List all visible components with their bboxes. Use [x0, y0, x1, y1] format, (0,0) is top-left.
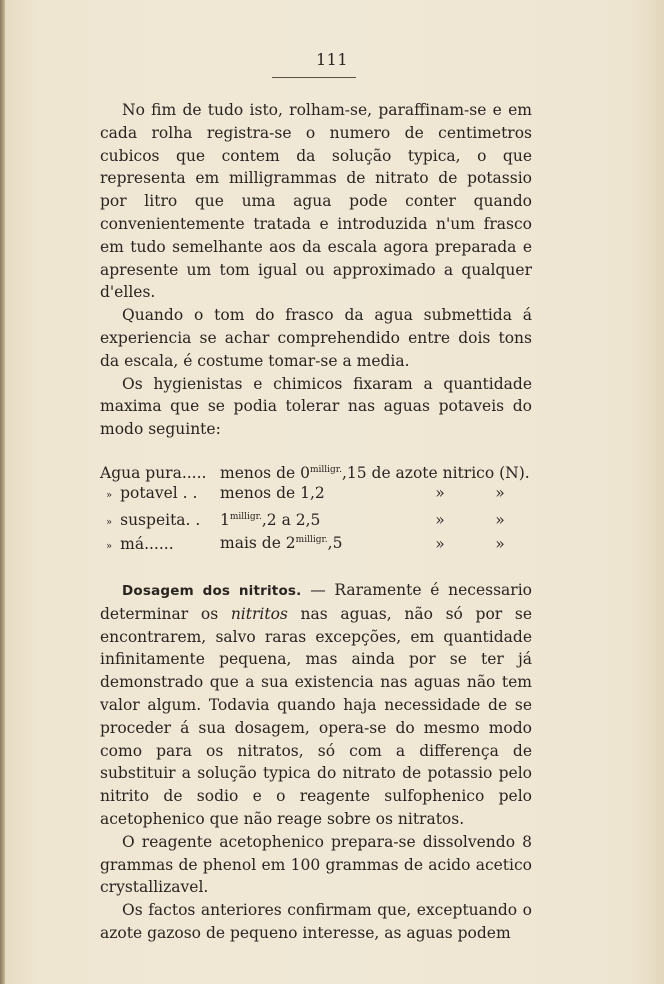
ditto-mark: »	[495, 534, 505, 553]
ditto-mark: »	[435, 511, 445, 530]
row-tail: de azote nitrico (N).	[371, 464, 530, 483]
row-value: menos de $0^{milligr.},15$ de azote nitrico (N).	[220, 464, 530, 483]
table-row	[100, 482, 532, 506]
ditto-mark: »	[495, 484, 505, 503]
ditto-mark: »	[435, 484, 445, 503]
row-label: » suspeita. .	[106, 511, 201, 530]
tolerance-table	[100, 459, 532, 553]
body-text	[100, 99, 532, 945]
ditto-mark: »	[435, 534, 445, 553]
row-value: mais de $2^{milligr.},5$	[220, 534, 343, 553]
row-label: Agua pura.....	[100, 464, 207, 483]
section-paragraph: Dosagem dos nitritos. — Raramente é necessario determinar os nitritos nas aguas, não só por se encontrarem, salvo raras excepções, em quantidade infinitamente pequena, mas ainda por se ter já demonstrado que a sua existencia nas aguas não tem valor algum. Todavia quando haja necessidade de se proceder á sua dosagem, opera-se do mesmo modo como para os nitratos, só com a differença de substituir a solução typica do nitrato de potassio pelo nitrito de sodio e o reagente sulfophenico pelo acetophenico que não reage sobre os nitratos.	[100, 580, 532, 828]
row-label: » má......	[106, 534, 174, 553]
ditto-mark: »	[495, 511, 505, 530]
table-row	[100, 529, 532, 553]
italic-term: nitritos	[230, 604, 288, 623]
paragraph-3: Os hygienistas e chimicos fixaram a quantidade maxima que se podia tolerar nas aguas potaveis do modo seguinte:	[100, 374, 532, 439]
page-number: 111	[315, 50, 349, 69]
page-binding-edge	[0, 0, 5, 984]
section-heading: Dosagem dos nitritos.	[122, 582, 302, 599]
row-value: $1^{milligr.},2$ a 2,5	[220, 511, 321, 530]
table-row	[100, 506, 532, 530]
table-row	[100, 459, 532, 483]
header-rule	[272, 77, 356, 78]
row-label: » potavel . .	[106, 484, 198, 503]
paragraph-1: No fim de tudo isto, rolham-se, paraffinam-se e em cada rolha registra-se o numero de centimetros cubicos que contem da solução typica, o que representa em milligrammas de nitrato de potassio por litro que uma agua pode conter quando convenientemente tratada e introduzida n'um frasco em tudo semelhante aos da escala agora preparada e apresente um tom igual ou approximado a qualquer d'elles.	[100, 101, 532, 302]
row-value: menos de 1,2	[220, 484, 325, 503]
paragraph-6: Os factos anteriores confirmam que, exceptuando o azote gazoso de pequeno interesse, as aguas podem	[100, 901, 532, 942]
paragraph-2: Quando o tom do frasco da agua submettida á experiencia se achar comprehendido entre dois tons da escala, é costume tomar-se a media.	[100, 306, 532, 370]
paragraph-5: O reagente acetophenico prepara-se dissolvendo 8 grammas de phenol em 100 grammas de acido acetico crystallizavel.	[100, 832, 532, 897]
